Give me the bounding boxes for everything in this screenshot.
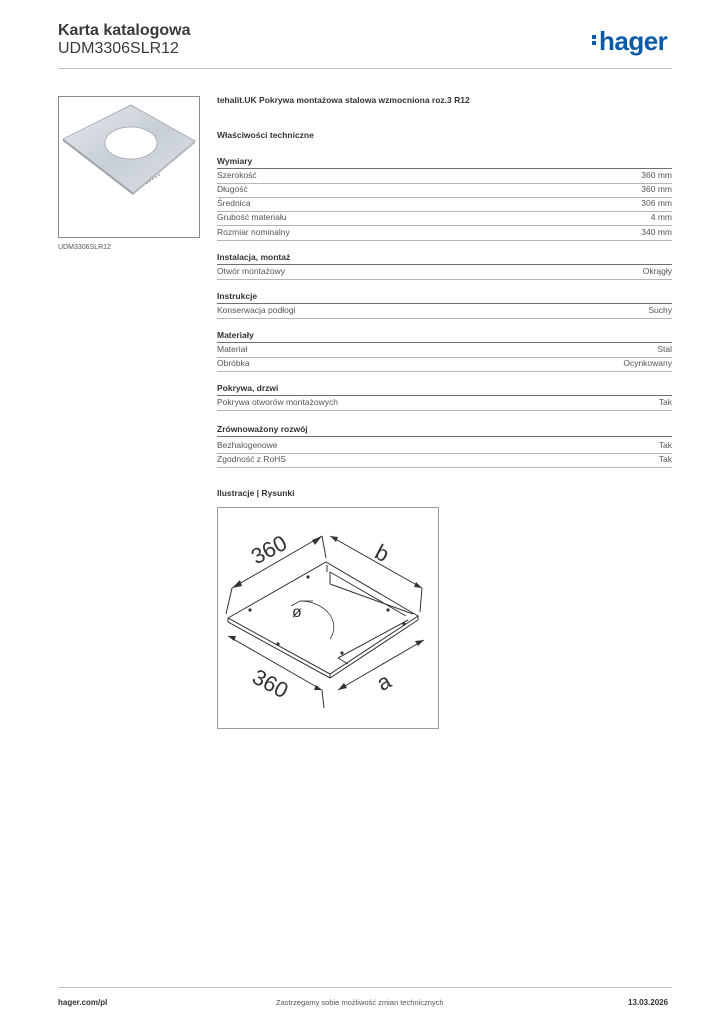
section-title-sustainability: Zrównoważony rozwój <box>217 424 672 437</box>
row-value: Tak <box>658 440 672 450</box>
technical-properties-heading: Właściwości techniczne <box>217 130 314 140</box>
table-row <box>217 439 672 454</box>
row-label: Grubość materiału <box>217 212 287 222</box>
row-value: Ocynkowany <box>623 358 672 368</box>
row-value: Tak <box>658 454 672 464</box>
logo-dots-icon <box>592 33 597 47</box>
cover-plate-icon <box>59 97 199 237</box>
product-code: UDM3306SLR12 <box>58 40 179 57</box>
table-row <box>217 396 672 411</box>
footer-divider <box>58 987 672 988</box>
row-label: Obróbka <box>217 358 250 368</box>
section-title-instructions: Instrukcje <box>217 291 672 304</box>
table-row <box>217 197 672 212</box>
dimension-drawing-icon <box>218 508 438 728</box>
table-row <box>217 226 672 241</box>
table-row <box>217 169 672 184</box>
row-label: Bezhalogenowe <box>217 440 278 450</box>
row-label: Średnica <box>217 198 251 208</box>
row-value: Suchy <box>648 305 672 315</box>
product-image <box>58 96 200 238</box>
table-row <box>217 183 672 198</box>
table-row <box>217 343 672 358</box>
dimension-width-label: 360 <box>246 530 291 570</box>
section-title-installation: Instalacja, montaż <box>217 252 672 265</box>
row-value: Tak <box>658 397 672 407</box>
footer-website: hager.com/pl <box>58 998 108 1007</box>
dimension-length-label: 360 <box>248 664 293 704</box>
row-value: Stal <box>657 344 672 354</box>
section-title-materials: Materiały <box>217 330 672 343</box>
row-label: Otwór montażowy <box>217 266 286 276</box>
row-label: Pokrywa otworów montażowych <box>217 397 338 407</box>
table-row <box>217 357 672 372</box>
row-label: Zgodność z RoHS <box>217 454 286 464</box>
product-image-caption: UDM3306SLR12 <box>58 244 111 251</box>
section-title-dimensions: Wymiary <box>217 156 672 169</box>
row-label: Materiał <box>217 344 248 354</box>
row-label: Długość <box>217 184 248 194</box>
row-value: 340 mm <box>641 227 672 237</box>
footer-date: 13.03.2026 <box>628 998 669 1007</box>
section-title-cover: Pokrywa, drzwi <box>217 383 672 396</box>
row-label: Szerokość <box>217 170 257 180</box>
illustrations-heading: Ilustracje | Rysunki <box>217 488 295 498</box>
table-row <box>217 211 672 226</box>
row-value: 360 mm <box>641 184 672 194</box>
hager-logo <box>592 28 667 54</box>
dimension-b-label: b <box>370 539 394 567</box>
table-row <box>217 453 672 468</box>
row-value: 360 mm <box>641 170 672 180</box>
document-title: Karta katalogowa <box>58 22 191 39</box>
diameter-label: ø <box>292 604 302 621</box>
row-label: Konserwacja podłogi <box>217 305 296 315</box>
row-value: 4 mm <box>650 212 672 222</box>
dimension-a-label: a <box>372 668 396 696</box>
table-row <box>217 304 672 319</box>
table-row <box>217 265 672 280</box>
header-divider <box>58 68 672 69</box>
footer-notice: Zastrzegamy sobie możliwość zmian technicznych <box>276 998 444 1007</box>
technical-drawing <box>217 507 439 729</box>
row-label: Rozmiar nominalny <box>217 227 290 237</box>
product-title: tehalit.UK Pokrywa montażowa stalowa wzmocniona roz.3 R12 <box>217 95 470 105</box>
logo-text: hager <box>599 26 668 56</box>
row-value: Okrągły <box>642 266 672 276</box>
row-value: 306 mm <box>641 198 672 208</box>
